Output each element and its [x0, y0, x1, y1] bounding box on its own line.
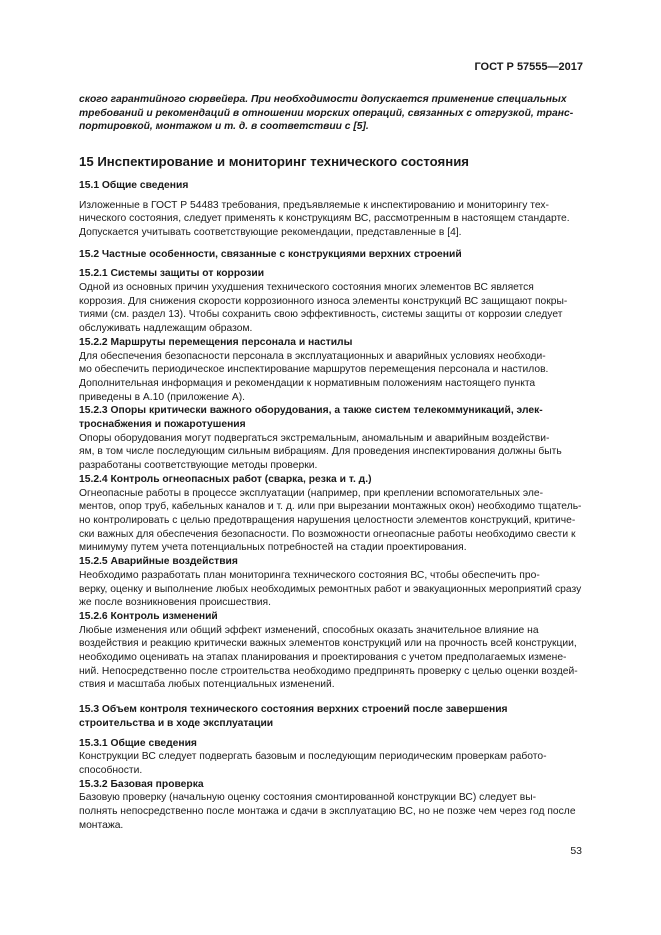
text-line: ментов, опор труб, кабельных каналов и т. д. или при вырезании монтажных окон) необходимо тщатель-	[79, 501, 582, 513]
section-15-2-1-heading: 15.2.1 Системы защиты от коррозии	[79, 268, 265, 280]
section-15-1-heading: 15.1 Общие сведения	[79, 179, 189, 191]
text-line: ям, в том числе последующим сильным вибрациям. Для проведения инспектирования должны быть	[79, 446, 562, 458]
text-line: приведены в А.10 (приложение А).	[79, 391, 245, 403]
text-line: Любые изменения или общий эффект изменений, способных оказать значительное влияние на	[79, 624, 539, 636]
section-15-2-2-paragraph	[79, 350, 582, 405]
section-15-2-3-heading	[79, 404, 582, 431]
section-15-3-2-paragraph	[79, 791, 582, 832]
section-15-3-1-paragraph	[79, 750, 582, 777]
text-line: способности.	[79, 764, 143, 776]
page-number: 53	[570, 845, 582, 857]
section-15-2-1-paragraph	[79, 281, 582, 336]
section-15-2-4-paragraph	[79, 487, 582, 556]
section-15-1-paragraph	[79, 199, 582, 240]
text-line: Изложенные в ГОСТ Р 54483 требования, предъявляемые к инспектированию и мониторингу тех-	[79, 199, 549, 211]
text-line: же после возникновения происшествия.	[79, 597, 271, 609]
text-line: Одной из основных причин ухудшения технического состояния многих элементов ВС является	[79, 282, 534, 294]
text-line: Опоры оборудования могут подвергаться экстремальным, аномальным и аварийным воздействи-	[79, 432, 550, 444]
text-line: необходимо оценивать на этапах планирования и проектирования с учетом предполагаемых измене-	[79, 652, 567, 664]
text-line: Для обеспечения безопасности персонала в эксплуатационных и аварийных условиях необходи-	[79, 350, 546, 362]
text-line: обслуживать надлежащим образом.	[79, 323, 253, 335]
text-line: минимуму путем учета потенциальных потребностей на стадии проектирования.	[79, 542, 467, 554]
text-line: воздействия и реакцию критически важных элементов конструкций или на прочность всей конструкции,	[79, 638, 577, 650]
section-15-2-5-paragraph	[79, 569, 582, 610]
section-15-2-6-paragraph	[79, 624, 582, 693]
text-line: портировкой, монтажом и т. д. в соответствии с [5].	[79, 121, 369, 133]
text-line: но контролировать с целью предотвращения нарушения целостности элементов конструкций, критиче-	[79, 514, 576, 526]
text-line: требований и рекомендаций в отношении морских операций, связанных с отгрузкой, транс-	[79, 107, 574, 119]
text-line: верку, оценку и выполнение любых необходимых ремонтных работ и эвакуационных мероприятий сразу	[79, 583, 582, 595]
intro-paragraph	[79, 93, 582, 134]
section-15-2-6-heading: 15.2.6 Контроль изменений	[79, 610, 218, 622]
section-15-heading: 15 Инспектирование и мониторинг технического состояния	[79, 154, 470, 170]
section-15-3-heading	[79, 703, 582, 730]
section-15-2-2-heading: 15.2.2 Маршруты перемещения персонала и настилы	[79, 336, 353, 348]
section-15-2-4-heading: 15.2.4 Контроль огнеопасных работ (сварка, резка и т. д.)	[79, 473, 372, 485]
text-line: тиями (см. раздел 13). Чтобы сохранить свою эффективность, системы защиты от коррозии следует	[79, 309, 563, 321]
text-line: нического состояния, следует применять к конструкциям ВС, рассмотренным в настоящем стандарте.	[79, 213, 570, 225]
text-line: ски важных для обеспечения безопасности. По возможности огнеопасные работы необходимо свести к	[79, 528, 576, 540]
section-15-2-5-heading: 15.2.5 Аварийные воздействия	[79, 556, 238, 568]
text-line: полнять непосредственно после монтажа и сдачи в эксплуатацию ВС, но не позже чем через год после	[79, 806, 576, 818]
section-15-3-1-heading: 15.3.1 Общие сведения	[79, 737, 197, 749]
text-line: Огнеопасные работы в процессе эксплуатации (например, при креплении вспомогательных эле-	[79, 487, 544, 499]
text-line: мо обеспечить периодическое инспектирование маршрутов перемещения персонала и настилов.	[79, 364, 549, 376]
text-line: Дополнительная информация и рекомендации к нормативным положениям настоящего пункта	[79, 377, 536, 389]
section-15-3-2-heading: 15.3.2 Базовая проверка	[79, 778, 204, 790]
text-line: монтажа.	[79, 819, 124, 831]
text-line: ний. Непосредственно после строительства необходимо предпринять проверку с целью оценки воздей-	[79, 665, 578, 677]
text-line: ского гарантийного сюрвейера. При необходимости допускается применение специальных	[79, 94, 567, 105]
section-15-2-3-paragraph	[79, 432, 582, 473]
text-line: разработаны соответствующие методы проверки.	[79, 460, 318, 472]
heading-line: строительства и в ходе эксплуатации	[79, 717, 274, 729]
heading-line: 15.2.3 Опоры критически важного оборудования, а также систем телекоммуникаций, элек-	[79, 405, 543, 417]
text-line: коррозия. Для снижения скорости коррозионного износа элементы конструкций ВС защищают покры-	[79, 295, 568, 307]
heading-line: троснабжения и пожаротушения	[79, 419, 246, 431]
text-line: Необходимо разработать план мониторинга технического состояния ВС, чтобы обеспечить про-	[79, 569, 540, 581]
heading-line: 15.3 Объем контроля технического состояния верхних строений после завершения	[79, 704, 508, 716]
standard-number: ГОСТ Р 57555—2017	[474, 61, 583, 73]
text-line: Конструкции ВС следует подвергать базовым и последующим периодическим проверкам работо-	[79, 751, 547, 763]
text-line: Допускается учитывать соответствующие рекомендации, представленные в [4].	[79, 226, 462, 238]
section-15-2-heading: 15.2 Частные особенности, связанные с конструкциями верхних строений	[79, 248, 462, 260]
page-content	[79, 93, 582, 832]
text-line: ствия и масштаба любых потенциальных изменений.	[79, 679, 335, 691]
text-line: Базовую проверку (начальную оценку состояния смонтированной конструкции ВС) следует вы-	[79, 792, 537, 804]
